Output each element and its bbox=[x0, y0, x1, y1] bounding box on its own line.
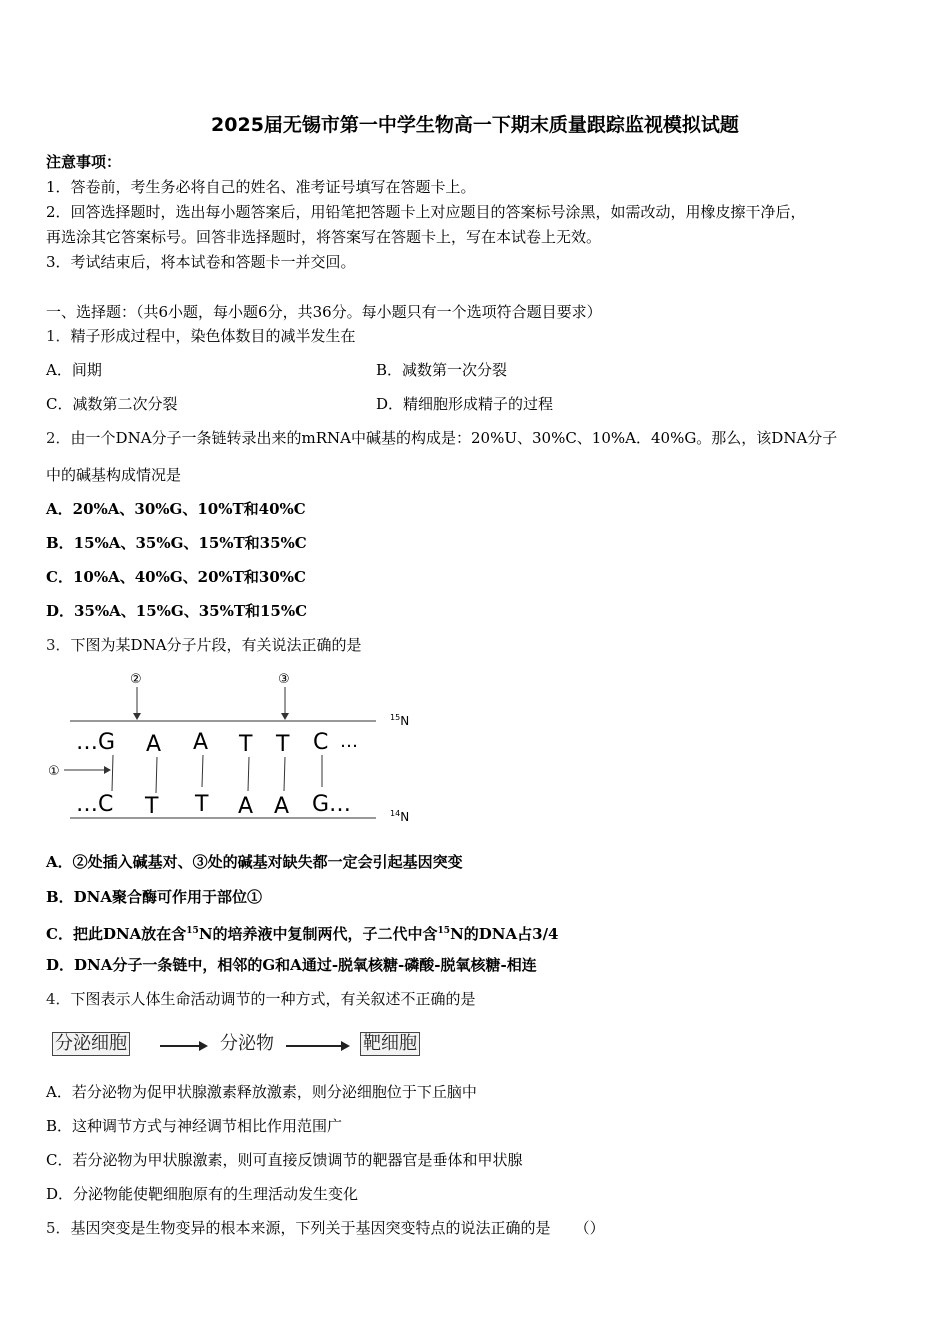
question-text: 由一个DNA分子一条链转录出来的mRNA中碱基的构成是：20%U、30%C、10%A．40%G。那么，该DNA分子 bbox=[70, 429, 838, 447]
label-2: ② bbox=[130, 672, 142, 687]
option-d: D．分泌物能使靶细胞原有的生理活动发生变化 bbox=[46, 1185, 359, 1203]
option-b: B．减数第一次分裂 bbox=[376, 361, 508, 379]
top-base: C bbox=[313, 730, 329, 755]
bottom-base: …C bbox=[76, 792, 114, 817]
option-a: A．间期 bbox=[46, 361, 102, 379]
top-base: T bbox=[239, 732, 253, 757]
question-text: 精子形成过程中，染色体数目的减半发生在 bbox=[70, 327, 356, 345]
bottom-base: A bbox=[274, 794, 290, 819]
question-text: 基因突变是生物变异的根本来源，下列关于基因突变特点的说法正确的是 bbox=[70, 1219, 551, 1237]
notice-heading: 注意事项： bbox=[46, 153, 122, 171]
option-a: A．20%A、30%G、10%T和40%C bbox=[46, 500, 306, 518]
notice-item: 1．答卷前，考生务必将自己的姓名、准考证号填写在答题卡上。 bbox=[46, 178, 476, 196]
page-title: 2025届无锡市第一中学生物高一下期末质量跟踪监视模拟试题 bbox=[211, 114, 739, 136]
question-number: 1． bbox=[46, 327, 71, 345]
top-base: T bbox=[276, 732, 290, 757]
option-a: A．若分泌物为促甲状腺激素释放激素，则分泌细胞位于下丘脑中 bbox=[46, 1083, 477, 1101]
top-base: …G bbox=[76, 730, 116, 755]
top-base: A bbox=[193, 730, 209, 755]
option-c: C．若分泌物为甲状腺激素，则可直接反馈调节的靶器官是垂体和甲状腺 bbox=[46, 1151, 523, 1169]
question-number: 4． bbox=[46, 990, 71, 1008]
top-base: … bbox=[340, 731, 358, 752]
top-base: A bbox=[146, 732, 162, 757]
isotope-top: $^{15}$N bbox=[390, 713, 410, 728]
isotope-bottom: $^{14}$N bbox=[390, 809, 410, 824]
answer-blank: （） bbox=[574, 1219, 605, 1237]
question-1-stem bbox=[46, 326, 356, 346]
target-cell-box: 靶细胞 bbox=[360, 1032, 420, 1056]
question-4-stem bbox=[46, 989, 476, 1009]
option-a: A．②处插入碱基对、③处的碱基对缺失都一定会引起基因突变 bbox=[46, 853, 463, 871]
question-5-stem bbox=[46, 1218, 605, 1238]
option-c: C．10%A、40%G、20%T和30%C bbox=[46, 568, 306, 586]
option-d: D．35%A、15%G、35%T和15%C bbox=[46, 602, 308, 620]
bottom-base: T bbox=[195, 792, 209, 817]
question-text: 下图为某DNA分子片段，有关说法正确的是 bbox=[70, 636, 362, 654]
bottom-base: A bbox=[238, 794, 254, 819]
notice-item: 2．回答选择题时，选出每小题答案后，用铅笔把答题卡上对应题目的答案标号涂黑，如需改动，用橡皮擦干净后， bbox=[46, 203, 806, 221]
question-number: 5． bbox=[46, 1219, 71, 1237]
question-2-stem bbox=[46, 428, 837, 448]
option-d: D．精细胞形成精子的过程 bbox=[376, 395, 554, 413]
question-text: 下图表示人体生命活动调节的一种方式，有关叙述不正确的是 bbox=[70, 990, 476, 1008]
option-c: C．减数第二次分裂 bbox=[46, 395, 178, 413]
option-b: B．这种调节方式与神经调节相比作用范围广 bbox=[46, 1117, 343, 1135]
label-3: ③ bbox=[278, 672, 290, 687]
notice-item: 3．考试结束后，将本试卷和答题卡一并交回。 bbox=[46, 253, 356, 271]
bottom-base: G… bbox=[312, 792, 352, 817]
question-number: 2． bbox=[46, 429, 71, 447]
secretion-label: 分泌物 bbox=[220, 1033, 274, 1054]
question-3-stem bbox=[46, 635, 362, 655]
section-heading: 一、选择题：（共6小题，每小题6分，共36分。每小题只有一个选项符合题目要求） bbox=[46, 303, 602, 321]
option-b: B．DNA聚合酶可作用于部位① bbox=[46, 888, 263, 906]
option-b: B．15%A、35%G、15%T和35%C bbox=[46, 534, 307, 552]
secretory-cell-box: 分泌细胞 bbox=[52, 1032, 130, 1056]
arrow-right-icon bbox=[286, 1045, 348, 1047]
dna-fragment-figure bbox=[40, 665, 430, 830]
label-1: ① bbox=[48, 764, 60, 779]
question-2-stem-cont: 中的碱基构成情况是 bbox=[46, 466, 182, 484]
option-c: C．把此DNA放在含$^{15}$N的培养液中复制两代，子二代中含$^{15}$N的DNA占3/4 bbox=[46, 925, 559, 943]
notice-item: 再选涂其它答案标号。回答非选择题时，将答案写在答题卡上，写在本试卷上无效。 bbox=[46, 228, 602, 246]
question-number: 3． bbox=[46, 636, 71, 654]
arrow-right-icon bbox=[160, 1045, 206, 1047]
option-d: D．DNA分子一条链中，相邻的G和A通过-脱氧核糖-磷酸-脱氧核糖-相连 bbox=[46, 956, 537, 974]
bottom-base: T bbox=[145, 794, 159, 819]
